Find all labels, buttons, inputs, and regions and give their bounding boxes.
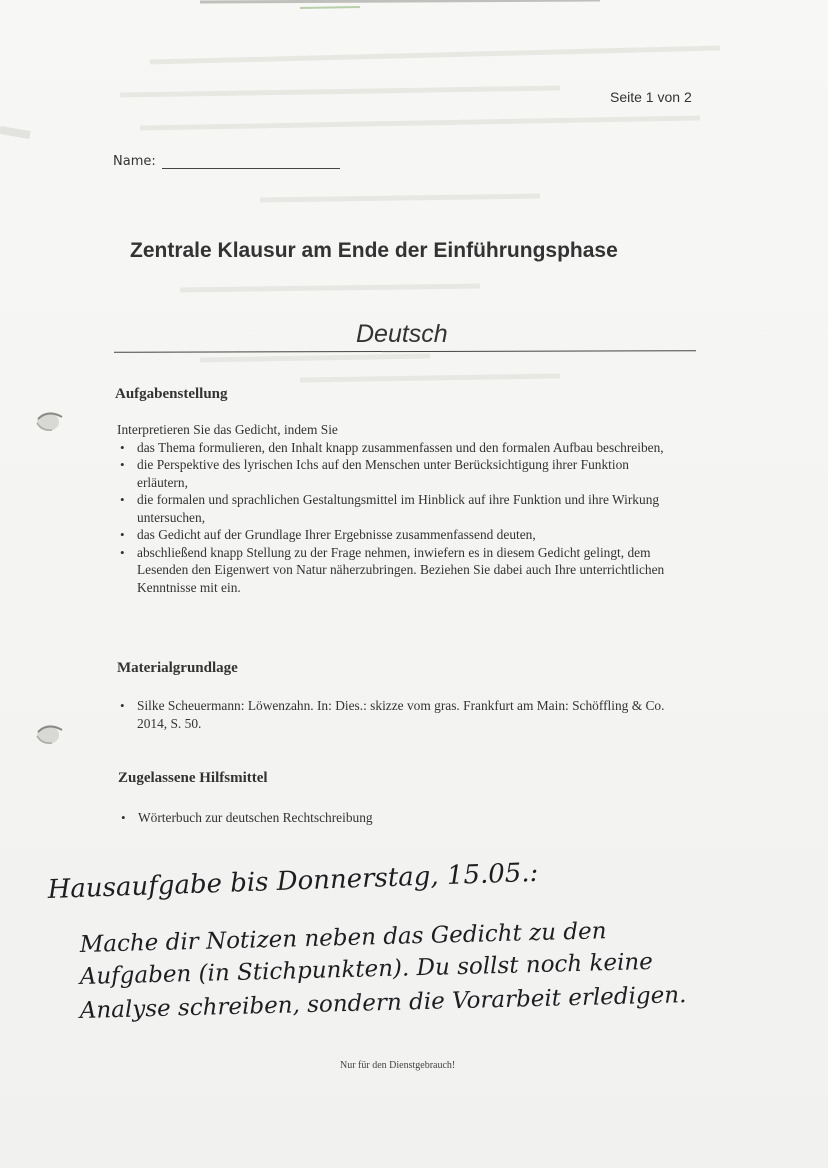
handwritten-line-4: Analyse schreiben, sondern die Vorarbeit erledigen. xyxy=(79,982,687,1024)
exam-title: Zentrale Klausur am Ende der Einführungsphase xyxy=(130,239,618,262)
name-blank-line xyxy=(162,154,340,169)
material-section xyxy=(117,697,667,732)
name-field xyxy=(113,154,340,169)
handwritten-line-2: Mache dir Notizen neben das Gedicht zu den xyxy=(79,918,607,958)
footer-note: Nur für den Dienstgebrauch! xyxy=(340,1060,456,1071)
material-heading: Materialgrundlage xyxy=(117,660,238,676)
aids-section xyxy=(118,809,668,827)
handwritten-note xyxy=(40,850,800,1050)
task-heading: Aufgabenstellung xyxy=(115,386,228,402)
task-item: • die formalen und sprachlichen Gestaltungsmittel im Hinblick auf ihre Funktion und ihre Wirkung untersuchen, xyxy=(117,491,682,526)
aids-item: • Wörterbuch zur deutschen Rechtschreibung xyxy=(118,809,668,827)
title-rule xyxy=(114,350,696,353)
task-item: • das Gedicht auf der Grundlage Ihrer Ergebnisse zusammenfassend deuten, xyxy=(117,526,682,544)
handwritten-line-3: Aufgaben (in Stichpunkten). Du sollst noch keine xyxy=(79,949,654,990)
handwritten-line-1: Hausaufgabe bis Donnerstag, 15.05.: xyxy=(47,857,539,905)
name-label: Name: xyxy=(113,154,156,169)
material-list xyxy=(117,697,667,732)
punch-hole-bottom xyxy=(28,718,68,752)
task-intro: Interpretieren Sie das Gedicht, indem Sie xyxy=(117,422,338,437)
task-item: • abschließend knapp Stellung zu der Frage nehmen, inwiefern es in diesem Gedicht gelingt, dem Lesenden den Eigenwert von Natur näherzubringen. Beziehen Sie dabei auch Ihre unterrichtlichen Kenntnisse mit ein. xyxy=(117,544,682,597)
task-item: • die Perspektive des lyrischen Ichs auf den Menschen unter Berücksichtigung ihrer Funktion erläutern, xyxy=(117,456,682,491)
aids-heading: Zugelassene Hilfsmittel xyxy=(118,770,268,786)
material-item: • Silke Scheuermann: Löwenzahn. In: Dies.: skizze vom gras. Frankfurt am Main: Schöffling & Co. 2014, S. 50. xyxy=(117,697,667,732)
punch-hole-top xyxy=(28,405,68,439)
task-item: • das Thema formulieren, den Inhalt knapp zusammenfassen und den formalen Aufbau beschreiben, xyxy=(117,439,682,457)
aids-list xyxy=(118,809,668,827)
page-indicator: Seite 1 von 2 xyxy=(610,89,692,105)
task-list xyxy=(117,439,682,597)
subject-title: Deutsch xyxy=(356,320,448,348)
task-section xyxy=(117,421,682,596)
